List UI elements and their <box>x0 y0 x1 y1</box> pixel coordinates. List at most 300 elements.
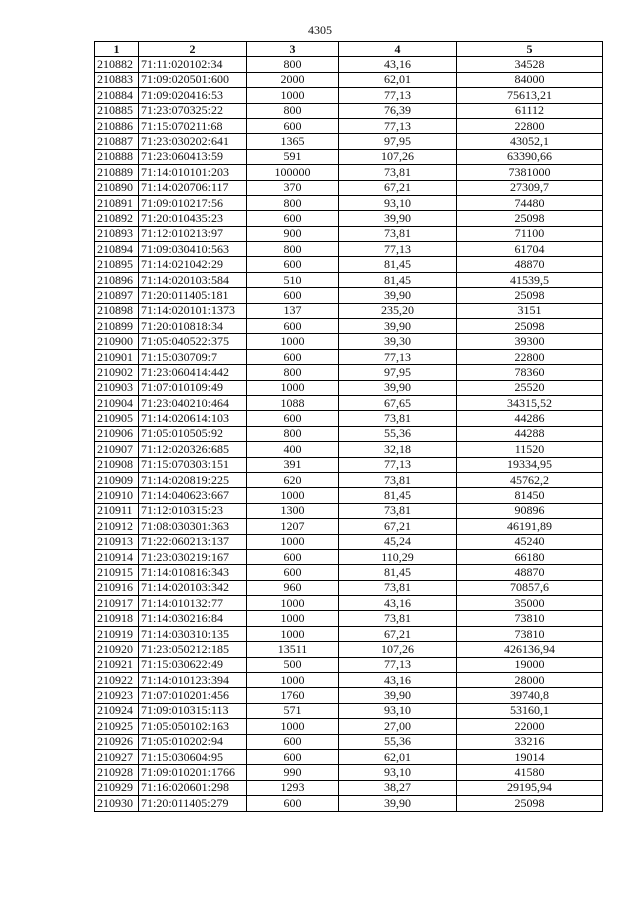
table-cell-col-3: 960 <box>247 580 339 595</box>
table-cell-col-4: 73,81 <box>339 226 457 241</box>
table-row <box>95 626 603 641</box>
table-cell-col-3: 510 <box>247 272 339 287</box>
table-cell-col-5: 7381000 <box>457 165 603 180</box>
table-cell-col-2: 71:05:010202:94 <box>139 734 247 749</box>
table-cell-col-5: 34315,52 <box>457 395 603 410</box>
table-row <box>95 719 603 734</box>
table-cell-col-2: 71:14:021042:29 <box>139 257 247 272</box>
table-cell-col-2: 71:05:050102:163 <box>139 719 247 734</box>
table-cell-col-3: 1000 <box>247 488 339 503</box>
table-cell-col-3: 1365 <box>247 134 339 149</box>
table-row <box>95 457 603 472</box>
table-row <box>95 88 603 103</box>
page-number: 4305 <box>308 23 332 37</box>
table-cell-col-4: 235,20 <box>339 303 457 318</box>
table-row <box>95 365 603 380</box>
table-cell-col-2: 71:14:020819:225 <box>139 472 247 487</box>
table-cell-col-5: 75613,21 <box>457 88 603 103</box>
table-cell-col-2: 71:14:010132:77 <box>139 596 247 611</box>
table-cell-col-2: 71:16:020601:298 <box>139 780 247 795</box>
table-cell-col-2: 71:23:030202:641 <box>139 134 247 149</box>
table-cell-col-5: 61112 <box>457 103 603 118</box>
table-cell-col-5: 46191,89 <box>457 519 603 534</box>
table-cell-col-4: 67,21 <box>339 519 457 534</box>
table-cell-col-2: 71:20:011405:181 <box>139 288 247 303</box>
table-cell-col-4: 81,45 <box>339 565 457 580</box>
table-row <box>95 673 603 688</box>
table-row <box>95 303 603 318</box>
table-cell-col-1: 210897 <box>95 288 139 303</box>
table-cell-col-5: 19000 <box>457 657 603 672</box>
table-cell-col-2: 71:23:030219:167 <box>139 549 247 564</box>
table-cell-col-3: 800 <box>247 57 339 72</box>
table-cell-col-5: 90896 <box>457 503 603 518</box>
table-cell-col-4: 73,81 <box>339 165 457 180</box>
table-cell-col-2: 71:15:030604:95 <box>139 749 247 764</box>
table-cell-col-4: 43,16 <box>339 673 457 688</box>
table-cell-col-5: 45762,2 <box>457 472 603 487</box>
table-cell-col-4: 32,18 <box>339 442 457 457</box>
table-cell-col-2: 71:07:010201:456 <box>139 688 247 703</box>
table-cell-col-3: 1088 <box>247 395 339 410</box>
table-cell-col-4: 73,81 <box>339 411 457 426</box>
table-cell-col-4: 73,81 <box>339 472 457 487</box>
table-cell-col-2: 71:09:020501:600 <box>139 72 247 87</box>
table-cell-col-5: 22800 <box>457 349 603 364</box>
table-cell-col-2: 71:14:020101:1373 <box>139 303 247 318</box>
table-cell-col-5: 63390,66 <box>457 149 603 164</box>
table-cell-col-3: 600 <box>247 257 339 272</box>
table-cell-col-4: 67,65 <box>339 395 457 410</box>
table-cell-col-3: 100000 <box>247 165 339 180</box>
table-cell-col-5: 22800 <box>457 118 603 133</box>
table-cell-col-3: 1000 <box>247 596 339 611</box>
table-cell-col-1: 210902 <box>95 365 139 380</box>
table-cell-col-2: 71:09:010217:56 <box>139 195 247 210</box>
table-cell-col-5: 41539,5 <box>457 272 603 287</box>
table-cell-col-1: 210919 <box>95 626 139 641</box>
table-cell-col-1: 210893 <box>95 226 139 241</box>
table-row <box>95 395 603 410</box>
table-cell-col-1: 210922 <box>95 673 139 688</box>
table-cell-col-5: 66180 <box>457 549 603 564</box>
table-cell-col-1: 210916 <box>95 580 139 595</box>
table-row <box>95 565 603 580</box>
table-cell-col-4: 77,13 <box>339 88 457 103</box>
table-cell-col-1: 210923 <box>95 688 139 703</box>
table-cell-col-4: 93,10 <box>339 703 457 718</box>
table-cell-col-5: 81450 <box>457 488 603 503</box>
table-cell-col-3: 900 <box>247 226 339 241</box>
table-cell-col-4: 77,13 <box>339 242 457 257</box>
table-cell-col-3: 1000 <box>247 626 339 641</box>
table-cell-col-1: 210890 <box>95 180 139 195</box>
table-row <box>95 149 603 164</box>
table-cell-col-4: 81,45 <box>339 257 457 272</box>
table-cell-col-1: 210920 <box>95 642 139 657</box>
table-cell-col-3: 1760 <box>247 688 339 703</box>
table-cell-col-3: 1300 <box>247 503 339 518</box>
table-cell-col-4: 107,26 <box>339 149 457 164</box>
table-cell-col-4: 39,90 <box>339 319 457 334</box>
table-cell-col-2: 71:15:030622:49 <box>139 657 247 672</box>
table-cell-col-3: 990 <box>247 765 339 780</box>
table-cell-col-3: 1000 <box>247 380 339 395</box>
table-cell-col-5: 44286 <box>457 411 603 426</box>
table-cell-col-5: 78360 <box>457 365 603 380</box>
table-cell-col-1: 210901 <box>95 349 139 364</box>
table-cell-col-5: 25098 <box>457 796 603 811</box>
table-cell-col-1: 210927 <box>95 749 139 764</box>
table-cell-col-4: 62,01 <box>339 749 457 764</box>
table-row <box>95 657 603 672</box>
column-header-5: 5 <box>457 42 603 57</box>
table-cell-col-2: 71:09:020416:53 <box>139 88 247 103</box>
table-cell-col-5: 25098 <box>457 288 603 303</box>
table-cell-col-1: 210892 <box>95 211 139 226</box>
table-row <box>95 411 603 426</box>
table-cell-col-1: 210918 <box>95 611 139 626</box>
table-row <box>95 211 603 226</box>
table-cell-col-4: 73,81 <box>339 611 457 626</box>
table-row <box>95 442 603 457</box>
table-row <box>95 765 603 780</box>
table-row <box>95 103 603 118</box>
data-table <box>94 41 603 812</box>
table-cell-col-3: 13511 <box>247 642 339 657</box>
table-cell-col-5: 19014 <box>457 749 603 764</box>
table-cell-col-2: 71:09:010201:1766 <box>139 765 247 780</box>
table-cell-col-1: 210914 <box>95 549 139 564</box>
table-cell-col-1: 210906 <box>95 426 139 441</box>
table-row <box>95 780 603 795</box>
table-row <box>95 257 603 272</box>
table-row <box>95 380 603 395</box>
table-cell-col-2: 71:14:010101:203 <box>139 165 247 180</box>
table-row <box>95 688 603 703</box>
table-cell-col-2: 71:14:020103:342 <box>139 580 247 595</box>
table-cell-col-3: 600 <box>247 796 339 811</box>
table-row <box>95 272 603 287</box>
table-cell-col-2: 71:22:060213:137 <box>139 534 247 549</box>
column-header-1: 1 <box>95 42 139 57</box>
table-cell-col-5: 25520 <box>457 380 603 395</box>
table-cell-col-4: 39,90 <box>339 288 457 303</box>
table-cell-col-4: 93,10 <box>339 195 457 210</box>
table-cell-col-5: 70857,6 <box>457 580 603 595</box>
table-row <box>95 642 603 657</box>
table-cell-col-5: 29195,94 <box>457 780 603 795</box>
table-body <box>95 57 603 811</box>
table-cell-col-5: 426136,94 <box>457 642 603 657</box>
table-cell-col-5: 71100 <box>457 226 603 241</box>
table-cell-col-5: 25098 <box>457 319 603 334</box>
table-cell-col-2: 71:07:010109:49 <box>139 380 247 395</box>
table-cell-col-3: 800 <box>247 242 339 257</box>
table-cell-col-5: 34528 <box>457 57 603 72</box>
table-cell-col-4: 39,30 <box>339 334 457 349</box>
table-cell-col-1: 210930 <box>95 796 139 811</box>
table-cell-col-4: 27,00 <box>339 719 457 734</box>
table-cell-col-3: 600 <box>247 734 339 749</box>
table-cell-col-4: 76,39 <box>339 103 457 118</box>
table-cell-col-2: 71:12:020326:685 <box>139 442 247 457</box>
table-cell-col-4: 43,16 <box>339 57 457 72</box>
table-row <box>95 796 603 811</box>
table-cell-col-3: 370 <box>247 180 339 195</box>
table-row <box>95 118 603 133</box>
table-cell-col-1: 210926 <box>95 734 139 749</box>
table-cell-col-2: 71:20:011405:279 <box>139 796 247 811</box>
table-cell-col-1: 210908 <box>95 457 139 472</box>
table-cell-col-3: 600 <box>247 288 339 303</box>
table-row <box>95 426 603 441</box>
table-cell-col-1: 210903 <box>95 380 139 395</box>
table-cell-col-3: 1293 <box>247 780 339 795</box>
table-cell-col-3: 1000 <box>247 334 339 349</box>
table-cell-col-1: 210898 <box>95 303 139 318</box>
table-cell-col-1: 210905 <box>95 411 139 426</box>
table-cell-col-5: 28000 <box>457 673 603 688</box>
table-cell-col-1: 210895 <box>95 257 139 272</box>
table-row <box>95 596 603 611</box>
table-cell-col-4: 39,90 <box>339 211 457 226</box>
table-cell-col-3: 1000 <box>247 534 339 549</box>
table-cell-col-4: 77,13 <box>339 118 457 133</box>
table-cell-col-1: 210884 <box>95 88 139 103</box>
column-header-2: 2 <box>139 42 247 57</box>
table-row <box>95 580 603 595</box>
table-row <box>95 488 603 503</box>
table-cell-col-3: 600 <box>247 749 339 764</box>
table-cell-col-3: 391 <box>247 457 339 472</box>
table-cell-col-2: 71:23:050212:185 <box>139 642 247 657</box>
table-cell-col-2: 71:23:060414:442 <box>139 365 247 380</box>
table-cell-col-1: 210929 <box>95 780 139 795</box>
table-cell-col-1: 210924 <box>95 703 139 718</box>
table-cell-col-5: 22000 <box>457 719 603 734</box>
table-cell-col-1: 210928 <box>95 765 139 780</box>
table-cell-col-2: 71:20:010818:34 <box>139 319 247 334</box>
table-cell-col-3: 500 <box>247 657 339 672</box>
table-cell-col-1: 210891 <box>95 195 139 210</box>
table-cell-col-4: 55,36 <box>339 734 457 749</box>
table-row <box>95 519 603 534</box>
table-cell-col-3: 620 <box>247 472 339 487</box>
table-cell-col-1: 210910 <box>95 488 139 503</box>
table-cell-col-1: 210921 <box>95 657 139 672</box>
table-row <box>95 749 603 764</box>
table-cell-col-3: 1207 <box>247 519 339 534</box>
table-cell-col-5: 61704 <box>457 242 603 257</box>
table-row <box>95 288 603 303</box>
table-cell-col-3: 600 <box>247 118 339 133</box>
table-row <box>95 72 603 87</box>
table-cell-col-1: 210889 <box>95 165 139 180</box>
table-cell-col-3: 400 <box>247 442 339 457</box>
table-cell-col-1: 210894 <box>95 242 139 257</box>
table-row <box>95 549 603 564</box>
table-cell-col-1: 210911 <box>95 503 139 518</box>
table-cell-col-2: 71:14:030310:135 <box>139 626 247 641</box>
table-cell-col-5: 35000 <box>457 596 603 611</box>
table-cell-col-3: 800 <box>247 103 339 118</box>
table-cell-col-4: 55,36 <box>339 426 457 441</box>
table-cell-col-4: 62,01 <box>339 72 457 87</box>
table-cell-col-3: 600 <box>247 411 339 426</box>
table-cell-col-5: 25098 <box>457 211 603 226</box>
table-cell-col-2: 71:15:070211:68 <box>139 118 247 133</box>
table-row <box>95 319 603 334</box>
table-cell-col-3: 1000 <box>247 611 339 626</box>
table-cell-col-4: 93,10 <box>339 765 457 780</box>
table-cell-col-1: 210883 <box>95 72 139 87</box>
table-cell-col-3: 600 <box>247 349 339 364</box>
table-cell-col-4: 43,16 <box>339 596 457 611</box>
table-row <box>95 734 603 749</box>
table-cell-col-5: 3151 <box>457 303 603 318</box>
table-row <box>95 226 603 241</box>
table-cell-col-2: 71:15:070303:151 <box>139 457 247 472</box>
table-cell-col-5: 45240 <box>457 534 603 549</box>
table-cell-col-2: 71:09:030410:563 <box>139 242 247 257</box>
table-row <box>95 334 603 349</box>
table-cell-col-2: 71:14:040623:667 <box>139 488 247 503</box>
table-row <box>95 611 603 626</box>
table-cell-col-3: 137 <box>247 303 339 318</box>
header-row <box>95 42 603 57</box>
table-cell-col-2: 71:14:020103:584 <box>139 272 247 287</box>
table-cell-col-4: 107,26 <box>339 642 457 657</box>
table-cell-col-4: 67,21 <box>339 626 457 641</box>
table-cell-col-1: 210899 <box>95 319 139 334</box>
table-cell-col-1: 210907 <box>95 442 139 457</box>
table-cell-col-1: 210917 <box>95 596 139 611</box>
table-cell-col-2: 71:14:020706:117 <box>139 180 247 195</box>
table-cell-col-3: 800 <box>247 195 339 210</box>
table-cell-col-2: 71:14:010816:343 <box>139 565 247 580</box>
table-cell-col-5: 39300 <box>457 334 603 349</box>
table-row <box>95 534 603 549</box>
table-cell-col-2: 71:09:010315:113 <box>139 703 247 718</box>
table-cell-col-3: 1000 <box>247 719 339 734</box>
table-cell-col-1: 210909 <box>95 472 139 487</box>
table-cell-col-5: 53160,1 <box>457 703 603 718</box>
table-cell-col-4: 39,90 <box>339 688 457 703</box>
table-cell-col-4: 110,29 <box>339 549 457 564</box>
table-cell-col-5: 84000 <box>457 72 603 87</box>
table-cell-col-4: 39,90 <box>339 380 457 395</box>
table-cell-col-1: 210900 <box>95 334 139 349</box>
table-cell-col-4: 45,24 <box>339 534 457 549</box>
table-cell-col-2: 71:05:040522:375 <box>139 334 247 349</box>
table-cell-col-1: 210888 <box>95 149 139 164</box>
table-cell-col-3: 800 <box>247 365 339 380</box>
table-cell-col-4: 67,21 <box>339 180 457 195</box>
table-cell-col-4: 77,13 <box>339 349 457 364</box>
table-row <box>95 195 603 210</box>
table-cell-col-4: 73,81 <box>339 503 457 518</box>
table-cell-col-1: 210915 <box>95 565 139 580</box>
table-cell-col-2: 71:08:030301:363 <box>139 519 247 534</box>
table-cell-col-5: 27309,7 <box>457 180 603 195</box>
table-cell-col-5: 43052,1 <box>457 134 603 149</box>
table-cell-col-2: 71:14:020614:103 <box>139 411 247 426</box>
table-cell-col-4: 38,27 <box>339 780 457 795</box>
table-cell-col-1: 210886 <box>95 118 139 133</box>
table-row <box>95 472 603 487</box>
column-header-4: 4 <box>339 42 457 57</box>
table-cell-col-1: 210925 <box>95 719 139 734</box>
table-row <box>95 57 603 72</box>
table-row <box>95 503 603 518</box>
table-cell-col-5: 73810 <box>457 626 603 641</box>
table-row <box>95 349 603 364</box>
table-cell-col-1: 210882 <box>95 57 139 72</box>
table-cell-col-2: 71:12:010213:97 <box>139 226 247 241</box>
table-cell-col-4: 73,81 <box>339 580 457 595</box>
table-cell-col-3: 600 <box>247 211 339 226</box>
table-row <box>95 703 603 718</box>
table-cell-col-1: 210913 <box>95 534 139 549</box>
table-cell-col-3: 600 <box>247 319 339 334</box>
table-cell-col-2: 71:15:030709:7 <box>139 349 247 364</box>
table-cell-col-5: 39740,8 <box>457 688 603 703</box>
table-cell-col-3: 600 <box>247 549 339 564</box>
table-cell-col-3: 1000 <box>247 88 339 103</box>
table-cell-col-1: 210912 <box>95 519 139 534</box>
table-cell-col-1: 210896 <box>95 272 139 287</box>
table-cell-col-2: 71:23:070325:22 <box>139 103 247 118</box>
table-cell-col-5: 73810 <box>457 611 603 626</box>
table-cell-col-5: 19334,95 <box>457 457 603 472</box>
table-cell-col-4: 77,13 <box>339 457 457 472</box>
table-cell-col-1: 210904 <box>95 395 139 410</box>
table-cell-col-5: 48870 <box>457 257 603 272</box>
table-cell-col-5: 74480 <box>457 195 603 210</box>
table-cell-col-3: 600 <box>247 565 339 580</box>
table-cell-col-1: 210887 <box>95 134 139 149</box>
table-cell-col-4: 97,95 <box>339 134 457 149</box>
table-cell-col-4: 77,13 <box>339 657 457 672</box>
table-row <box>95 165 603 180</box>
table-cell-col-3: 571 <box>247 703 339 718</box>
table-cell-col-3: 800 <box>247 426 339 441</box>
table-cell-col-2: 71:20:010435:23 <box>139 211 247 226</box>
column-header-3: 3 <box>247 42 339 57</box>
table-cell-col-2: 71:14:010123:394 <box>139 673 247 688</box>
table-cell-col-5: 11520 <box>457 442 603 457</box>
table-cell-col-2: 71:11:020102:34 <box>139 57 247 72</box>
table-row <box>95 134 603 149</box>
table-cell-col-2: 71:12:010315:23 <box>139 503 247 518</box>
table-cell-col-5: 44288 <box>457 426 603 441</box>
table-cell-col-3: 1000 <box>247 673 339 688</box>
table-cell-col-2: 71:23:060413:59 <box>139 149 247 164</box>
table-cell-col-2: 71:23:040210:464 <box>139 395 247 410</box>
table-cell-col-2: 71:14:030216:84 <box>139 611 247 626</box>
table-cell-col-3: 591 <box>247 149 339 164</box>
table-cell-col-5: 41580 <box>457 765 603 780</box>
table-cell-col-4: 97,95 <box>339 365 457 380</box>
table-cell-col-2: 71:05:010505:92 <box>139 426 247 441</box>
table-cell-col-3: 2000 <box>247 72 339 87</box>
table-row <box>95 242 603 257</box>
table-cell-col-5: 48870 <box>457 565 603 580</box>
table-cell-col-5: 33216 <box>457 734 603 749</box>
table-row <box>95 180 603 195</box>
table-cell-col-4: 81,45 <box>339 272 457 287</box>
